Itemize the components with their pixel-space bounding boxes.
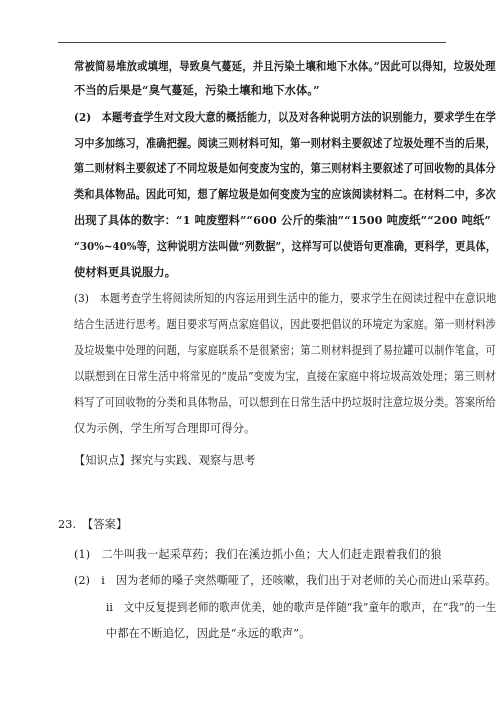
question-23-header: 23. 【答案】	[58, 518, 128, 531]
top-divider	[58, 42, 446, 43]
paragraph-1-line-1: 常被简易堆放或填埋，导致臭气蔓延，并且污染土壤和地下水体。”因此可以得知，垃圾处理	[74, 59, 496, 73]
paragraph-2-line-4: 类和具体物品。因此可知，想了解垃圾是如何变废为宝的应该阅读材料二。在材料二中，多次	[74, 187, 496, 201]
knowledge-point: 【知识点】探究与实践、观察与思考	[74, 454, 256, 467]
paragraph-2-line-1: (2) 本题考查学生对文段大意的概括能力，以及对各种说明方法的识别能力，要求学生在学	[74, 110, 496, 124]
paragraph-1-line-2: 不当的后果是“臭气蔓延，污染土壤和地下水体。”	[74, 83, 320, 97]
paragraph-3-line-1: (3) 本题考查学生将阅读所知的内容运用到生活中的能力，要求学生在阅读过程中在意识地	[74, 292, 497, 305]
answer-2-i: (2) i 因为老师的嗓子突然嘶哑了，还咳嗽，我们出于对老师的关心而进山采草药。	[74, 574, 497, 587]
paragraph-2-line-7: 使材料更具说服力。	[74, 265, 177, 279]
paragraph-2-line-3: 第二则材料主要叙述了不同垃圾是如何变废为宝的，第三则材料主要叙述了可回收物的具体分	[74, 161, 496, 175]
paragraph-2-line-6: “30%~40%等，这种说明方法叫做“列数据”，这样写可以使语句更准确，更科学，更具体，	[74, 239, 497, 253]
answer-2-ii-line-1: ii 文中反复提到老师的歌声优美，她的歌声是伴随“我”童年的歌声，在“我”的一生	[106, 601, 497, 614]
answer-1: (1) 二牛叫我一起采草药；我们在溪边抓小鱼；大人们赶走跟着我们的狼	[74, 548, 442, 561]
answer-2-ii-line-2: 中都在不断追忆，因此是“永远的歌声”。	[106, 627, 311, 640]
paragraph-2-line-2: 习中多加练习，准确把握。阅读三则材料可知，第一则材料主要叙述了垃圾处理不当的后果，	[74, 136, 496, 150]
paragraph-3-line-5: 料写了可回收物的分类和具体物品，可以想到在日常生活中扔垃圾时注意垃圾分类。答案所给	[74, 396, 496, 409]
paragraph-3-line-3: 及垃圾集中处理的问题，与家庭联系不是很紧密；第二则材料提到了易拉罐可以制作笔盒，可	[74, 344, 496, 357]
paragraph-3-line-6: 仅为示例，学生所写合理即可得分。	[74, 422, 256, 435]
paragraph-3-line-4: 以联想到在日常生活中将常见的“废品”变废为宝，直接在家庭中将垃圾高效处理；第三则材	[74, 370, 496, 383]
paragraph-3-line-2: 结合生活进行思考。题目要求写两点家庭倡议，因此要把倡议的环境定为家庭。第一则材料涉	[74, 318, 496, 331]
paragraph-2-line-5: 出现了具体的数字：“1 吨废塑料”“600 公斤的柴油”“1500 吨废纸”“200 吨纸”	[74, 213, 491, 227]
